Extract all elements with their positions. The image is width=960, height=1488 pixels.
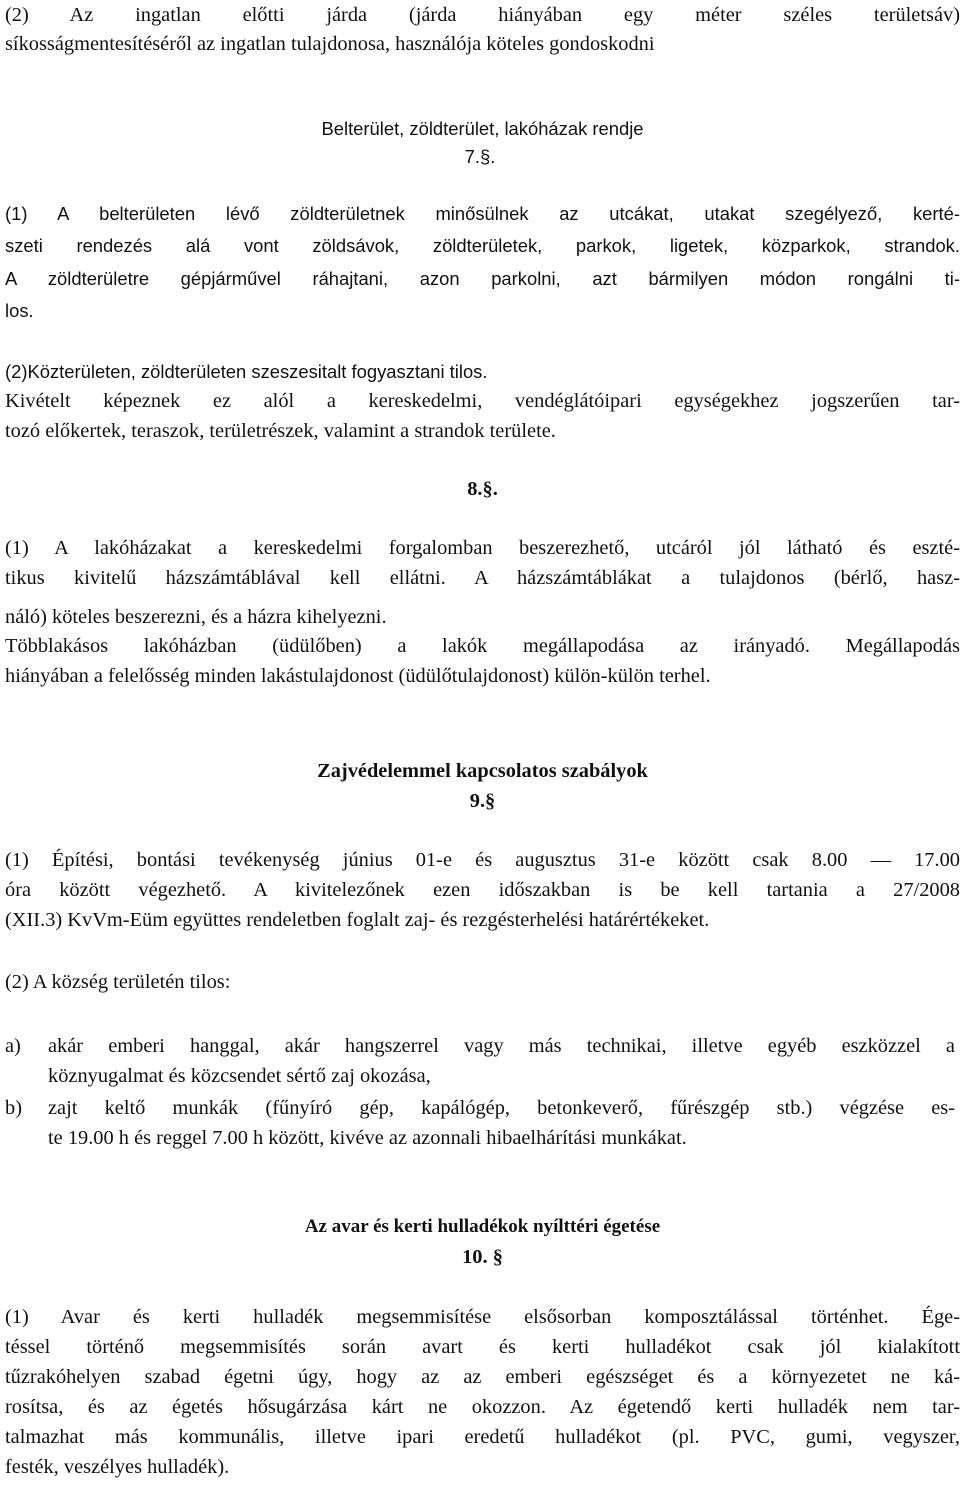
- text-line: (1) Építési, bontási tevékenység június 01-e és augusztus 31-e között csak 8.00 — 17.00: [5, 849, 960, 871]
- text-line: (1) Avar és kerti hulladék megsemmisítése elsősorban komposztálással történhet. Ége-: [5, 1306, 960, 1328]
- text-line: talmazhat más kommunális, illetve ipari eredetű hulladékot (pl. PVC, gumi, vegyszer,: [5, 1426, 960, 1448]
- section-heading: Zajvédelemmel kapcsolatos szabályok: [317, 760, 648, 782]
- text-line: rosítsa, és az égetés hősugárzása kárt ne okozzon. Az égetendő kerti hulladék nem tar-: [5, 1396, 960, 1418]
- text-line: (2)Közterületen, zöldterületen szeszesitalt fogyasztani tilos.: [5, 361, 488, 382]
- text-line: náló) köteles beszerezni, és a házra kihelyezni.: [5, 606, 387, 628]
- section-heading: Az avar és kerti hulladékok nyílttéri égetése: [304, 1216, 661, 1237]
- list-marker: b): [5, 1097, 22, 1119]
- text-line: tozó előkertek, teraszok, területrészek, valamint a strandok területe.: [5, 420, 556, 442]
- list-item-a: [0, 1031, 960, 1061]
- list-marker: a): [5, 1035, 21, 1057]
- list-item-text: te 19.00 h és reggel 7.00 h között, kivéve az azonnali hibaelhárítási munkákat.: [48, 1127, 687, 1149]
- text-line: síkosságmentesítéséről az ingatlan tulajdonosa, használója köteles gondoskodni: [5, 33, 655, 55]
- list-item-text: akár emberi hanggal, akár hangszerrel vagy más technikai, illetve egyéb eszközzel a: [48, 1035, 955, 1057]
- text-line: Kivételt képeznek ez alól a kereskedelmi, vendéglátóipari egységekhez jogszerűen tar-: [5, 390, 960, 412]
- text-line: tűzrakóhelyen szabad égetni úgy, hogy az az emberi egészséget és a környezetet ne ká-: [5, 1366, 960, 1388]
- text-line: (2) Az ingatlan előtti járda (járda hiányában egy méter széles területsáv): [5, 4, 960, 26]
- text-line: szeti rendezés alá vont zöldsávok, zöldterületek, parkok, ligetek, közparkok, strandok.: [5, 235, 960, 256]
- text-line: Többlakásos lakóházban (üdülőben) a lakók megállapodása az irányadó. Megállapodás: [5, 635, 960, 657]
- text-line: (1) A belterületen lévő zöldterületnek minősülnek az utcákat, utakat szegélyező, kerté-: [5, 203, 960, 224]
- text-line: (2) A község területén tilos:: [5, 971, 231, 993]
- section-number: 7.§.: [464, 146, 496, 167]
- section-heading: Belterület, zöldterület, lakóházak rendje: [321, 118, 644, 139]
- text-line: los.: [5, 300, 34, 321]
- section-number: 8.§.: [467, 478, 498, 500]
- text-line: (1) A lakóházakat a kereskedelmi forgalomban beszerezhető, utcáról jól látható és eszté-: [5, 537, 960, 559]
- text-line: tikus kivitelű házszámtáblával kell ellátni. A házszámtáblákat a tulajdonos (bérlő, hasz-: [5, 567, 960, 589]
- list-item-text: zajt keltő munkák (fűnyíró gép, kapálógép, betonkeverő, fűrészgép stb.) végzése es-: [48, 1097, 955, 1119]
- text-line: festék, veszélyes hulladék).: [5, 1456, 230, 1478]
- text-line: (XII.3) KvVm-Eüm együttes rendeletben foglalt zaj- és rezgésterhelési határértékeket.: [5, 909, 710, 931]
- list-item-text: köznyugalmat és közcsendet sértő zaj okozása,: [48, 1065, 431, 1087]
- section-number: 10. §: [462, 1246, 503, 1268]
- text-line: óra között végezhető. A kivitelezőnek ezen időszakban is be kell tartania a 27/2008: [5, 879, 960, 901]
- text-line: A zöldterületre gépjárművel ráhajtani, azon parkolni, azt bármilyen módon rongálni ti-: [5, 268, 960, 289]
- section-number: 9.§: [469, 790, 496, 812]
- list-item-b: [0, 1093, 960, 1123]
- text-line: hiányában a felelősség minden lakástulajdonost (üdülőtulajdonost) külön-külön terhel.: [5, 665, 711, 687]
- text-line: téssel történő megsemmisítés során avart és kerti hulladékot csak jól kialakított: [5, 1336, 960, 1358]
